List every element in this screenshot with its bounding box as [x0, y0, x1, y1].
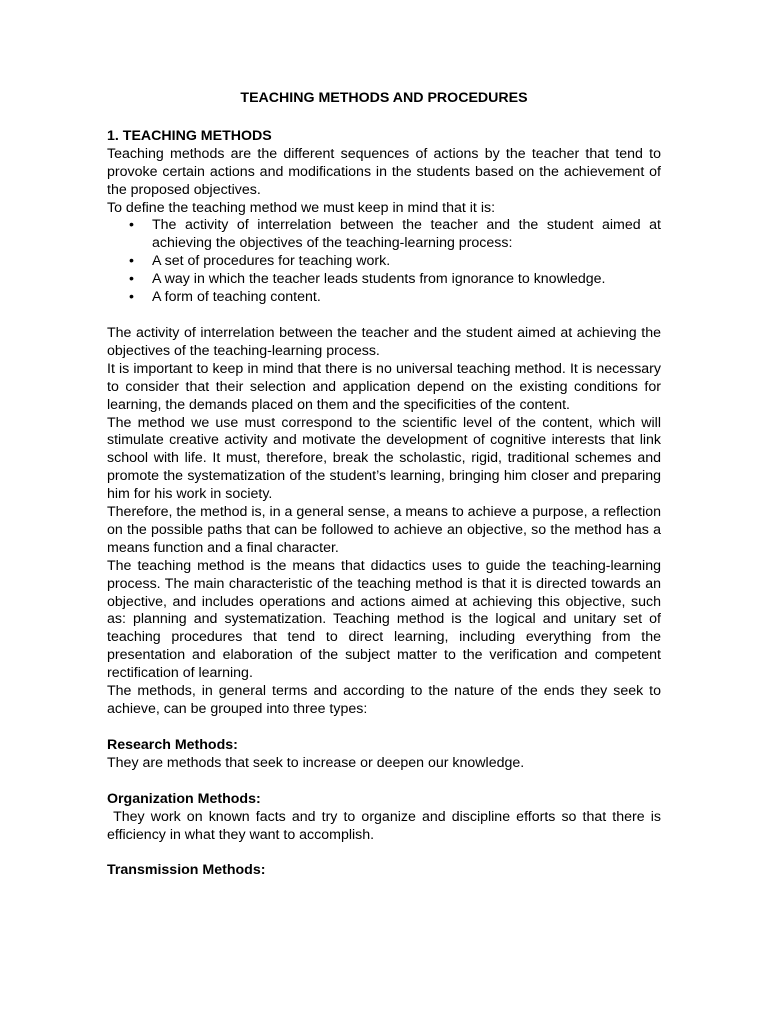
list-item-text: The activity of interrelation between the teacher and the student aimed at achieving the objectives of the teaching-learning process: — [152, 217, 661, 252]
bullet-icon: • — [129, 253, 134, 270]
bullet-list — [107, 217, 661, 307]
paragraph-didactics: The teaching method is the means that didactics uses to guide the teaching-learning process. The main characteristic of the teaching method is that it is directed towards an objective, and includes operations and actions aimed at achieving this objective, such as: planning and systematization. Teaching method is the logical and unitary set of teaching procedures that tend to direct learning, including everything from the presentation and elaboration of the subject matter to the verification and competent rectification of learning. — [107, 557, 661, 682]
section-heading-teaching-methods: 1. TEACHING METHODS — [107, 127, 272, 144]
list-item-text: A form of teaching content. — [152, 289, 321, 306]
paragraph-no-universal-method: It is important to keep in mind that there is no universal teaching method. It is necessary to consider that their selection and application depend on the existing conditions for learning, the demands placed on them and the specificities of the content. — [107, 360, 661, 413]
paragraph-general-sense: Therefore, the method is, in a general sense, a means to achieve a purpose, a reflection on the possible paths that can be followed to achieve an objective, so the method has a means function and a final character. — [107, 504, 661, 556]
document-page — [107, 90, 665, 880]
paragraph-three-types: The methods, in general terms and according to the nature of the ends they seek to achieve, can be grouped into three types: — [107, 683, 661, 717]
paragraph-define-lead: To define the teaching method we must keep in mind that it is: — [107, 199, 496, 216]
paragraph-scientific-level: The method we use must correspond to the scientific level of the content, which will stimulate creative activity and motivate the development of cognitive interests that link school with life. It must, therefore, break the scholastic, rigid, traditional schemes and promote the systematization of the student’s learning, bringing him closer and preparing him for his work in society. — [107, 414, 661, 503]
list-item — [107, 253, 661, 271]
list-item — [107, 217, 661, 253]
bullet-icon: • — [129, 289, 134, 306]
list-item-text: A way in which the teacher leads students from ignorance to knowledge. — [152, 271, 606, 288]
spacer — [107, 844, 661, 862]
spacer — [107, 307, 661, 325]
paragraph-intro: Teaching methods are the different sequences of actions by the teacher that tend to provoke certain actions and modifications in the students based on the achievement of the proposed objectives. — [107, 145, 661, 198]
list-item — [107, 289, 661, 307]
organization-methods-heading: Organization Methods: — [107, 790, 261, 807]
bullet-icon: • — [129, 217, 134, 234]
document-title: TEACHING METHODS AND PROCEDURES — [240, 90, 528, 106]
list-item-text: A set of procedures for teaching work. — [152, 253, 391, 270]
paragraph-interrelation: The activity of interrelation between the teacher and the student aimed at achieving the objectives of the teaching-learning process. — [107, 324, 661, 359]
organization-methods-text: They work on known facts and try to organize and discipline efforts so that there is efficiency in what they want to accomplish. — [107, 808, 665, 843]
bullet-icon: • — [129, 271, 134, 288]
list-item — [107, 271, 661, 289]
research-methods-text: They are methods that seek to increase or deepen our knowledge. — [107, 754, 525, 771]
research-methods-heading: Research Methods: — [107, 736, 238, 753]
spacer — [107, 773, 661, 791]
transmission-methods-heading: Transmission Methods: — [107, 862, 266, 879]
spacer — [107, 719, 661, 737]
